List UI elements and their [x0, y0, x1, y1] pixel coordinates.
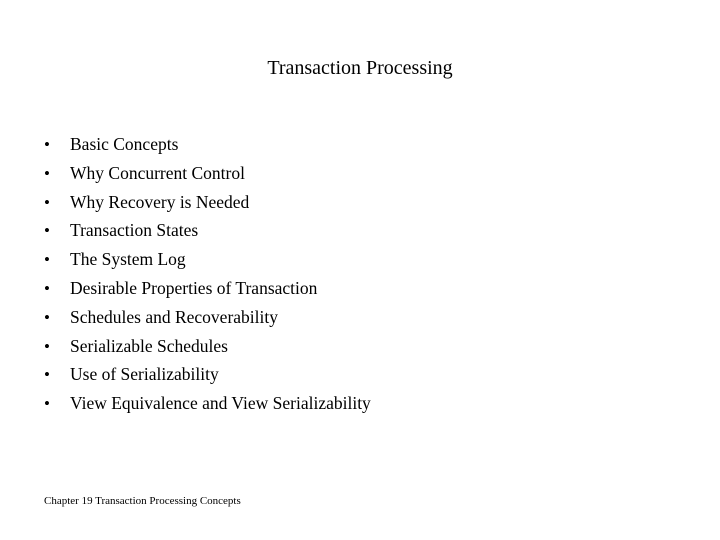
bullet-text: Why Recovery is Needed: [70, 191, 250, 212]
bullet-icon: •: [44, 250, 50, 270]
list-item: [44, 360, 371, 389]
bullet-icon: •: [44, 365, 50, 385]
bullet-icon: •: [44, 221, 50, 241]
list-item: [44, 274, 371, 303]
bullet-icon: •: [44, 163, 50, 183]
bullet-icon: •: [44, 135, 50, 154]
bullet-icon: •: [44, 307, 50, 327]
list-item: [44, 303, 371, 332]
bullet-text: Transaction States: [70, 220, 199, 241]
bullet-icon: •: [44, 394, 50, 414]
slide-footer: Chapter 19 Transaction Processing Concepts: [44, 495, 241, 507]
bullet-list: [44, 130, 371, 418]
bullet-text: Desirable Properties of Transaction: [70, 277, 318, 298]
list-item: [44, 389, 371, 418]
list-item: [44, 159, 371, 188]
bullet-text: The System Log: [70, 249, 186, 270]
bullet-text: Basic Concepts: [70, 134, 179, 154]
bullet-text: Schedules and Recoverability: [70, 306, 278, 327]
bullet-text: Why Concurrent Control: [70, 162, 245, 183]
list-item: [44, 130, 371, 159]
list-item: [44, 188, 371, 217]
bullet-text: Use of Serializability: [70, 364, 219, 385]
list-item: [44, 332, 371, 361]
bullet-icon: •: [44, 278, 50, 298]
bullet-icon: •: [44, 192, 50, 212]
slide-title: Transaction Processing: [267, 57, 453, 79]
list-item: [44, 245, 371, 274]
list-item: [44, 216, 371, 245]
bullet-text: View Equivalence and View Serializability: [70, 393, 371, 414]
bullet-text: Serializable Schedules: [70, 335, 228, 356]
bullet-icon: •: [44, 336, 50, 356]
